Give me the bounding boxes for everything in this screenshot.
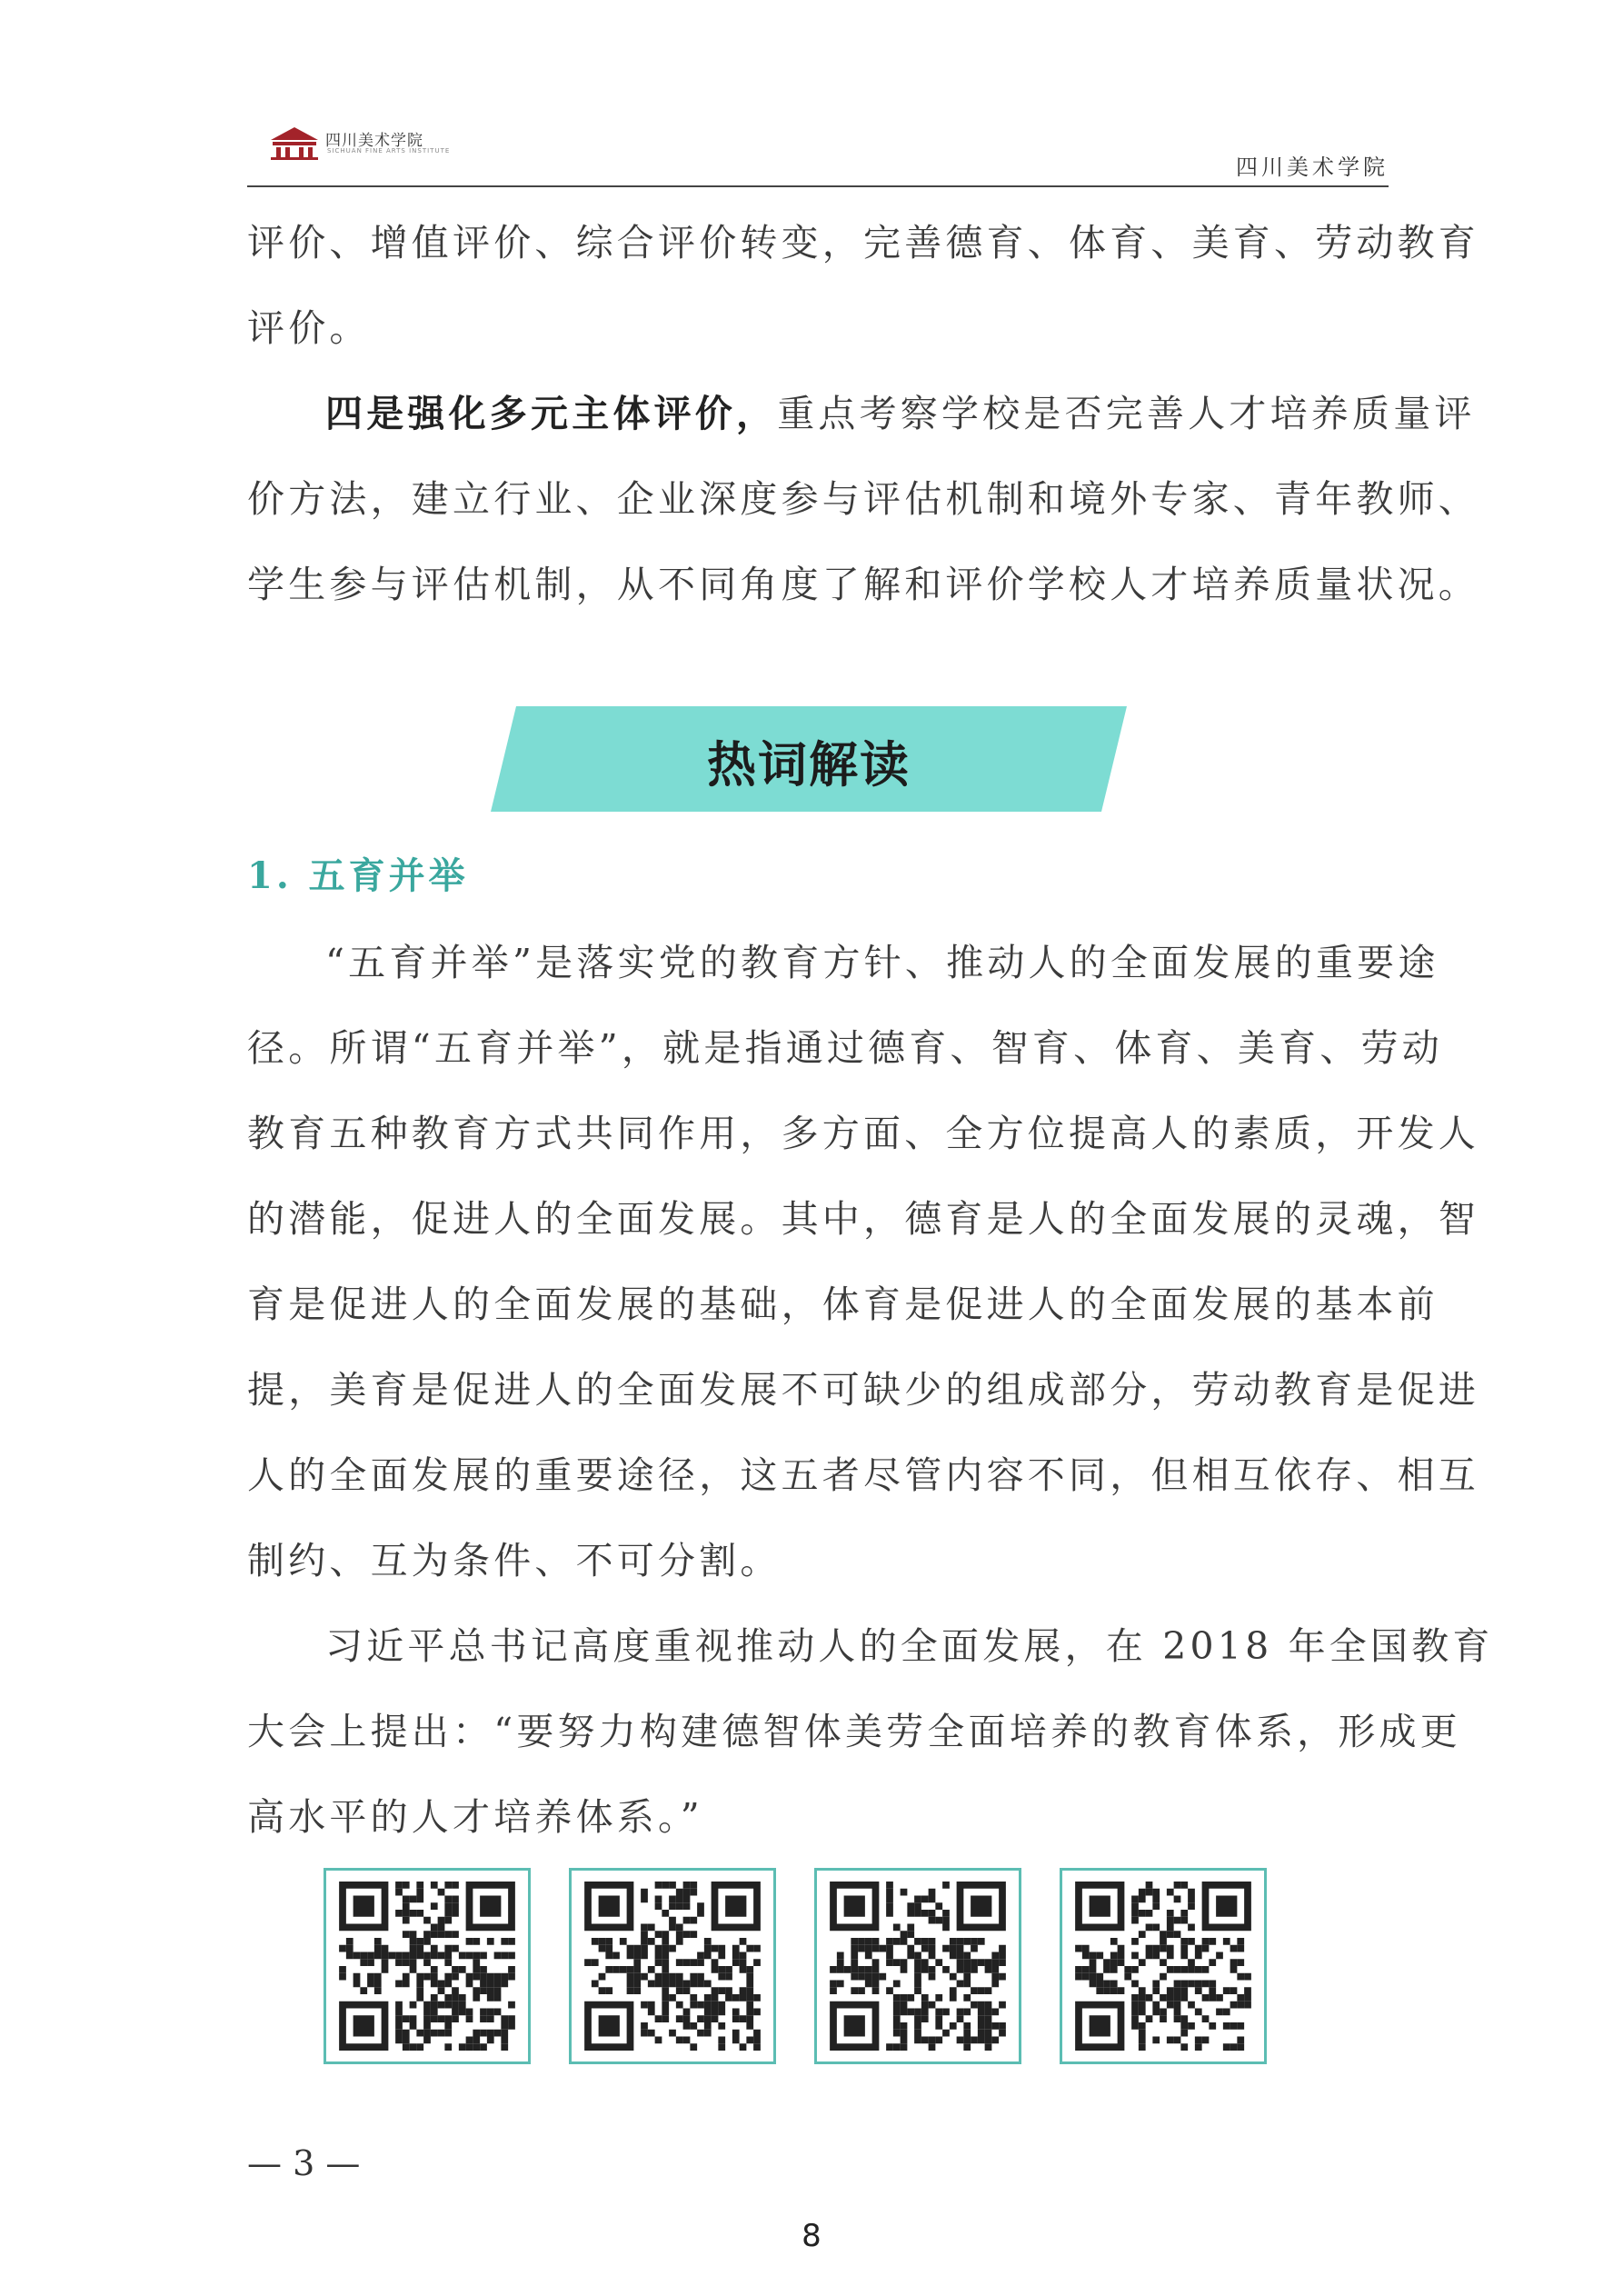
logo-subtitle: SICHUAN FINE ARTS INSTITUTE	[327, 147, 451, 155]
qr-code-row	[324, 1868, 1278, 2068]
text-line: 大会上提出：“要努力构建德智体美劳全面培养的教育体系，形成更	[247, 1710, 1461, 1753]
page-number-outer: 8	[802, 2218, 821, 2254]
text-line: 教育五种教育方式共同作用，多方面、全方位提高人的素质，开发人	[247, 1112, 1479, 1155]
paragraph-xi-quote	[247, 1603, 1494, 1860]
text-line: 价方法，建立行业、企业深度参与评估机制和境外专家、青年教师、	[247, 477, 1479, 521]
institute-logo	[269, 124, 451, 167]
page-number-inner: — 3 —	[247, 2143, 361, 2183]
page-header	[247, 109, 1389, 187]
logo-text: 四川美术学院	[325, 132, 423, 150]
text-run: 重点考察学校是否完善人才培养质量评	[777, 392, 1476, 435]
hot-words-banner	[491, 706, 1127, 812]
qr-pattern	[1075, 1882, 1251, 2051]
section-heading: 1. 五育并举	[247, 854, 469, 897]
text-line: 的潜能，促进人的全面发展。其中，德育是人的全面发展的灵魂，智	[247, 1197, 1479, 1241]
header-title: 四川美术学院	[1236, 155, 1389, 180]
paragraph-multi-subject-evaluation	[247, 371, 1479, 627]
text-line: 制约、互为条件、不可分割。	[247, 1539, 782, 1582]
text-line: 人的全面发展的重要途径，这五者尽管内容不同，但相互依存、相互	[247, 1453, 1479, 1497]
text-line: 评价。	[247, 306, 371, 350]
qr-code-4[interactable]	[1060, 1868, 1267, 2064]
qr-pattern	[830, 1882, 1006, 2051]
text-line: 高水平的人才培养体系。”	[247, 1795, 703, 1839]
header-divider	[247, 185, 1389, 187]
text-line	[247, 371, 1476, 456]
banner-title: 热词解读	[707, 736, 911, 794]
qr-code-3[interactable]	[814, 1868, 1021, 2064]
paragraph-continuation	[247, 200, 1479, 371]
text-line: 习近平总书记高度重视推动人的全面发展，在 2018 年全国教育	[325, 1624, 1494, 1668]
text-line: 径。所谓“五育并举”，就是指通过德育、智育、体育、美育、劳动	[247, 1026, 1443, 1070]
qr-code-1[interactable]	[324, 1868, 531, 2064]
text-line: 育是促进人的全面发展的基础，体育是促进人的全面发展的基本前	[247, 1283, 1439, 1326]
bold-lead: 四是强化多元主体评价，	[325, 392, 778, 435]
qr-code-2[interactable]	[569, 1868, 776, 2064]
text-line: “五育并举”是落实党的教育方针、推动人的全面发展的重要途	[325, 941, 1439, 984]
qr-pattern	[339, 1882, 515, 2051]
logo-building-icon	[269, 124, 320, 160]
qr-pattern	[584, 1882, 761, 2051]
text-line: 学生参与评估机制，从不同角度了解和评价学校人才培养质量状况。	[247, 563, 1479, 606]
paragraph-five-education	[247, 920, 1479, 1603]
text-line: 提，美育是促进人的全面发展不可缺少的组成部分，劳动教育是促进	[247, 1368, 1479, 1412]
text-line: 评价、增值评价、综合评价转变，完善德育、体育、美育、劳动教育	[247, 221, 1479, 265]
